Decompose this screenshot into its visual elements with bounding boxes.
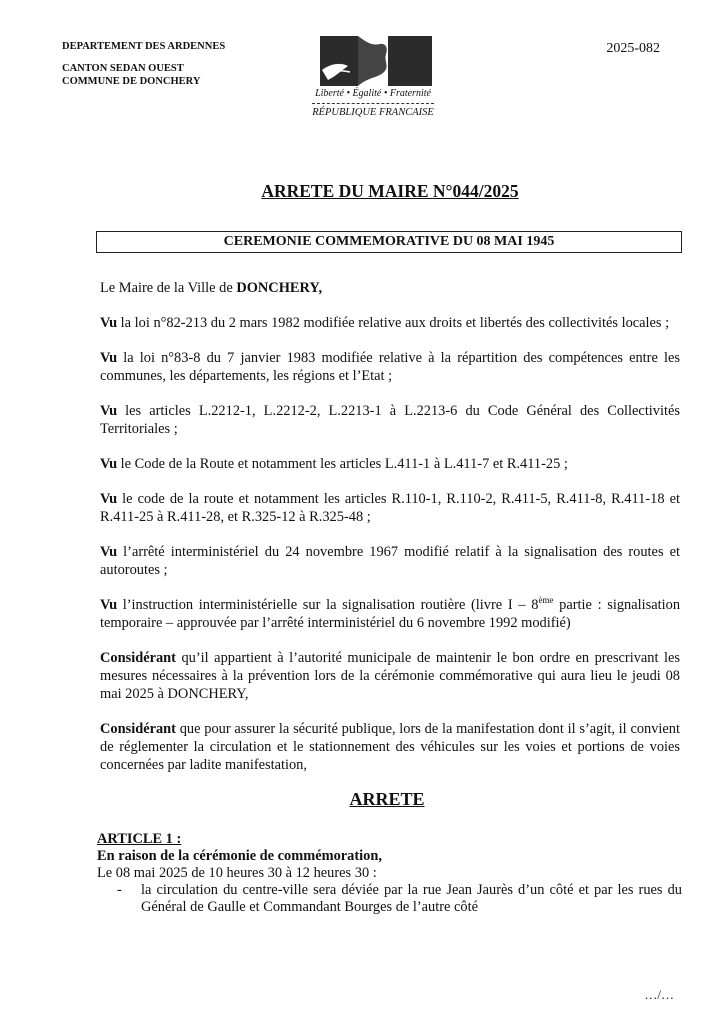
preamble: [100, 279, 680, 791]
republic-name: RÉPUBLIQUE FRANCAISE: [312, 107, 434, 118]
vu-text: les articles L.2212-1, L.2212-2, L.2213-1 à L.2213-6 du Code Général des Collectivités Territoriales ;: [100, 403, 680, 437]
decree-subject: CEREMONIE COMMEMORATIVE DU 08 MAI 1945: [96, 231, 682, 253]
list-item: [117, 882, 682, 916]
considerant-paragraph: [100, 649, 680, 703]
marianne-logo-icon: [314, 36, 432, 86]
article-timeframe: Le 08 mai 2025 de 10 heures 30 à 12 heures 30 :: [97, 865, 377, 881]
decision-heading: ARRETE: [349, 789, 425, 809]
article-subheading: En raison de la cérémonie de commémoration,: [97, 848, 382, 864]
vu-paragraph: [100, 455, 680, 473]
department-name: DEPARTEMENT DES ARDENNES: [62, 41, 226, 52]
intro-paragraph: [100, 279, 680, 297]
town-name: DONCHERY,: [236, 280, 323, 296]
vu-paragraph: [100, 349, 680, 385]
canton-name: CANTON SEDAN OUEST: [62, 63, 184, 74]
list-item-text: la circulation du centre-ville sera déviée par la rue Jean Jaurès d’un côté et par les rues du Général de Gaulle et Commandant Bourges de l’autre côté: [141, 882, 682, 915]
vu-lead: Vu: [100, 315, 118, 331]
commune-name: COMMUNE DE DONCHERY: [62, 76, 201, 87]
vu-paragraph: [100, 314, 680, 332]
republic-motto: Liberté • Égalité • Fraternité: [315, 88, 431, 99]
vu-text: la loi n°82-213 du 2 mars 1982 modifiée relative aux droits et libertés des collectivités locales ;: [117, 315, 670, 331]
logo-divider: [312, 103, 434, 104]
intro-text: Le Maire de la Ville de: [100, 280, 237, 296]
page-continuation: …/…: [644, 987, 674, 1002]
vu-text: la loi n°83-8 du 7 janvier 1983 modifiée relative à la répartition des compétences entre les communes, les départements, les régions et l’Etat ;: [100, 350, 680, 384]
vu-lead: Vu: [100, 403, 118, 419]
considerant-paragraph: [100, 720, 680, 774]
issuer-block: [62, 40, 225, 88]
vu-paragraph: [100, 402, 680, 438]
vu-text: partie : signalisation temporaire – approuvée par l’arrêté interministériel du 6 novembre 1992 modifié): [100, 597, 681, 631]
article-list: [97, 882, 682, 916]
vu-lead: Vu: [100, 544, 118, 560]
vu-paragraph: [100, 490, 680, 526]
ordinal-superscript: ème: [538, 595, 554, 606]
vu-lead: Vu: [100, 456, 118, 472]
dash-bullet: -: [117, 882, 122, 898]
considerant-text: que pour assurer la sécurité publique, lors de la manifestation dont il s’agit, il convient de réglementer la circulation et le stationnement des véhicules sur les voies et portions de voies concernées par ladite manifestation,: [100, 721, 680, 773]
vu-instruction-paragraph: [100, 596, 680, 632]
vu-paragraph: [100, 543, 680, 579]
republic-logo: [312, 36, 434, 118]
considerant-lead: Considérant: [100, 721, 176, 737]
considerant-lead: Considérant: [100, 650, 176, 666]
vu-lead: Vu: [100, 491, 118, 507]
vu-lead: Vu: [100, 597, 118, 613]
vu-text: le code de la route et notamment les articles R.110-1, R.110-2, R.411-5, R.411-8, R.411-18 et R.411-25 à R.411-28, et R.325-12 à R.325-48 ;: [100, 491, 680, 525]
vu-text: le Code de la Route et notamment les articles L.411-1 à L.411-7 et R.411-25 ;: [117, 456, 568, 472]
vu-text: l’instruction interministérielle sur la signalisation routière (livre I – 8: [117, 597, 539, 613]
article-heading: ARTICLE 1 :: [97, 831, 182, 847]
vu-text: l’arrêté interministériel du 24 novembre 1967 modifié relatif à la signalisation des routes et autoroutes ;: [100, 544, 680, 578]
article-1: [97, 831, 682, 916]
document-reference: 2025-082: [606, 41, 660, 56]
vu-lead: Vu: [100, 350, 118, 366]
considerant-text: qu’il appartient à l’autorité municipale de maintenir le bon ordre en prescrivant les mesures nécessaires à la prévention lors de la cérémonie commémorative qui aura lieu le jeudi 08 mai 2025 à DONCHERY,: [100, 650, 680, 702]
decree-title: ARRETE DU MAIRE N°044/2025: [261, 181, 519, 201]
